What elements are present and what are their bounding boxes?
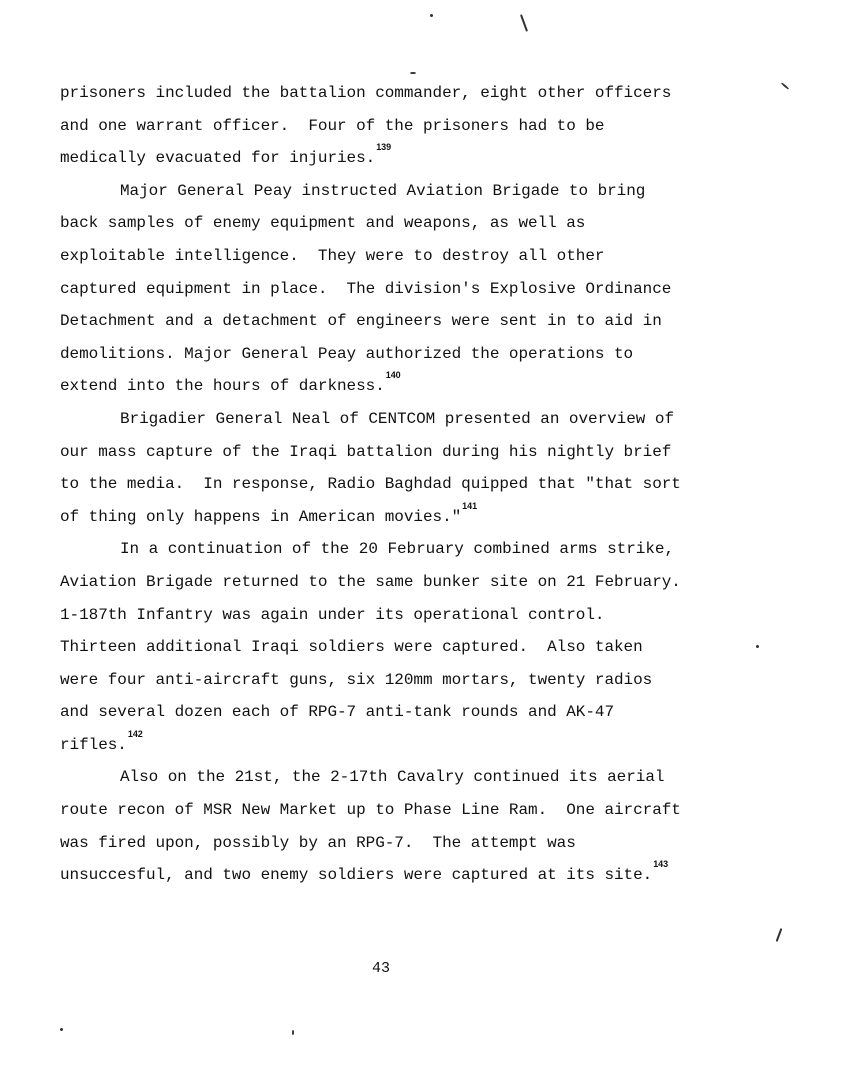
line-text: and several dozen each of RPG-7 anti-tank rounds and AK-47 [60, 703, 614, 722]
line-text: Detachment and a detachment of engineers were sent in to aid in [60, 312, 662, 331]
line-text: our mass capture of the Iraqi battalion during his nightly brief [60, 442, 672, 461]
footnote-marker: 141 [462, 500, 478, 511]
text-line [60, 501, 820, 534]
line-text: to the media. In response, Radio Baghdad quipped that "that sort [60, 475, 681, 494]
text-line [60, 273, 820, 306]
line-text: demolitions. Major General Peay authorized the operations to [60, 344, 634, 363]
text-line [60, 370, 820, 403]
text-line [60, 468, 820, 501]
scan-speck [60, 1028, 63, 1031]
text-line [60, 794, 820, 827]
text-line [60, 142, 820, 175]
line-text: In a continuation of the 20 February combined arms strike, [120, 540, 674, 559]
footnote-marker: 142 [127, 728, 143, 739]
line-text: Major General Peay instructed Aviation Brigade to bring [120, 181, 646, 200]
scan-speck [756, 645, 759, 648]
line-text: extend into the hours of darkness. [60, 377, 385, 396]
text-line [60, 533, 820, 566]
scan-speck [520, 14, 528, 32]
text-line [60, 175, 820, 208]
text-line [60, 240, 820, 273]
text-line [60, 631, 820, 664]
text-line [60, 827, 820, 860]
text-line [60, 599, 820, 632]
line-text: captured equipment in place. The division's Explosive Ordinance [60, 279, 672, 298]
document-body [60, 77, 820, 892]
text-line [60, 761, 820, 794]
scan-speck [776, 928, 783, 942]
page-number: 43 [372, 960, 391, 977]
line-text: rifles. [60, 735, 127, 754]
footnote-marker: 143 [653, 859, 669, 870]
text-line [60, 859, 820, 892]
scan-speck [292, 1030, 294, 1035]
line-text: Also on the 21st, the 2-17th Cavalry continued its aerial [120, 768, 665, 787]
text-line [60, 696, 820, 729]
scan-speck [430, 14, 433, 17]
line-text: of thing only happens in American movies." [60, 507, 462, 526]
text-line [60, 207, 820, 240]
text-line [60, 403, 820, 436]
text-line [60, 77, 820, 110]
scan-speck [410, 72, 416, 74]
text-line [60, 338, 820, 371]
line-text: Brigadier General Neal of CENTCOM presented an overview of [120, 409, 674, 428]
line-text: unsuccesful, and two enemy soldiers were captured at its site. [60, 866, 653, 885]
text-line [60, 305, 820, 338]
text-line [60, 110, 820, 143]
line-text: Thirteen additional Iraqi soldiers were captured. Also taken [60, 638, 643, 657]
line-text: route recon of MSR New Market up to Phase Line Ram. One aircraft [60, 801, 681, 820]
line-text: Aviation Brigade returned to the same bunker site on 21 February. [60, 572, 681, 591]
line-text: back samples of enemy equipment and weapons, as well as [60, 214, 586, 233]
line-text: medically evacuated for injuries. [60, 149, 376, 168]
line-text: exploitable intelligence. They were to destroy all other [60, 246, 605, 265]
text-line [60, 729, 820, 762]
text-line [60, 566, 820, 599]
footnote-marker: 139 [376, 142, 392, 153]
line-text: and one warrant officer. Four of the prisoners had to be [60, 116, 605, 135]
text-line [60, 436, 820, 469]
line-text: was fired upon, possibly by an RPG-7. The attempt was [60, 833, 576, 852]
line-text: were four anti-aircraft guns, six 120mm mortars, twenty radios [60, 670, 653, 689]
footnote-marker: 140 [385, 370, 401, 381]
line-text: 1-187th Infantry was again under its operational control. [60, 605, 605, 624]
text-line [60, 664, 820, 697]
line-text: prisoners included the battalion commander, eight other officers [60, 84, 672, 102]
